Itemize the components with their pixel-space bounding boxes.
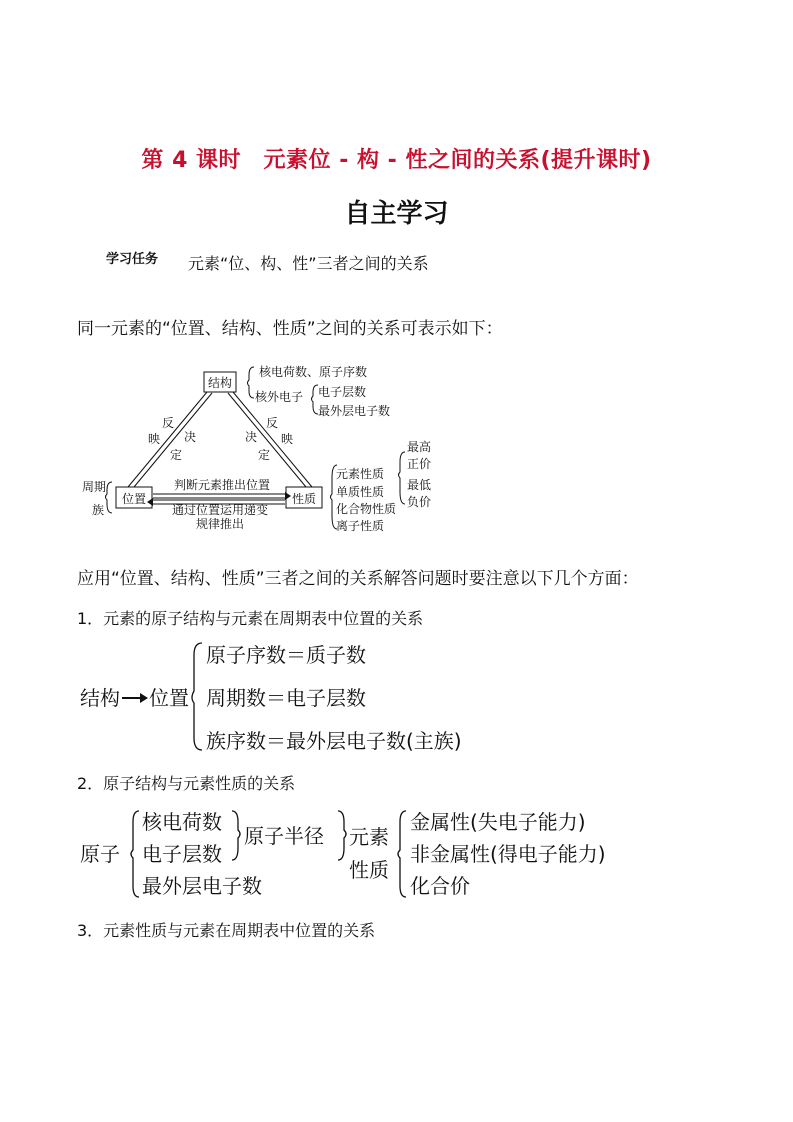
section2-heading: 2．原子结构与元素性质的关系	[77, 774, 296, 793]
left-label-1: 反	[161, 416, 175, 430]
task-label: 学习任务	[106, 252, 159, 267]
pos-side-group: 族	[92, 503, 105, 517]
s2-last: 最外层电子数	[142, 874, 262, 898]
s2-group-2: 电子层数	[142, 842, 222, 866]
struct-item-2: 核外电子	[255, 390, 304, 404]
right-label-4: 映	[280, 432, 294, 446]
valence-3: 最低	[407, 478, 432, 492]
prop-label: 性质	[291, 492, 317, 506]
right-label-1: 决	[244, 430, 258, 444]
s2-root: 原子	[80, 842, 120, 866]
left-label-2: 映	[147, 432, 161, 446]
left-label-4: 定	[169, 448, 183, 462]
bottom-text-top: 判断元素推出位置	[173, 478, 271, 492]
valence-1: 最高	[407, 440, 432, 454]
atom-property-diagram	[0, 800, 793, 905]
prop-item-2: 单质性质	[336, 485, 385, 499]
s2-prop-1: 元素	[349, 825, 389, 849]
relation-diagram	[0, 355, 793, 540]
s2-item-3: 化合价	[410, 874, 470, 898]
s2-item-2: 非金属性(得电子能力)	[410, 842, 606, 866]
struct-label: 结构	[207, 376, 233, 390]
s2-group-1: 核电荷数	[142, 810, 222, 834]
section3-heading: 3．元素性质与元素在周期表中位置的关系	[77, 921, 376, 940]
s1-item-1: 原子序数＝质子数	[206, 643, 366, 667]
bottom-text-2: 规律推出	[195, 517, 245, 531]
bottom-text-1: 通过位置运用递变	[171, 503, 269, 517]
page-title: 第 4 课时 元素位 - 构 - 性之间的关系(提升课时)	[141, 148, 652, 173]
section-title: 自主学习	[344, 199, 449, 229]
s1-right: 位置	[149, 686, 189, 710]
s1-item-3: 族序数＝最外层电子数(主族)	[206, 729, 462, 753]
prop-item-1: 元素性质	[336, 467, 385, 481]
right-label-2: 定	[257, 448, 271, 462]
valence-4: 负价	[407, 495, 432, 509]
s1-item-2: 周期数＝电子层数	[206, 686, 366, 710]
s1-left: 结构	[80, 686, 120, 710]
intro-paragraph: 同一元素的“位置、结构、性质”之间的关系可表示如下：	[77, 319, 503, 339]
s2-prop-2: 性质	[349, 858, 389, 882]
left-label-3: 决	[183, 430, 197, 444]
section1-heading: 1．元素的原子结构与元素在周期表中位置的关系	[77, 609, 424, 628]
s2-item-1: 金属性(失电子能力)	[410, 810, 586, 834]
pos-side-period: 周期	[82, 480, 107, 494]
apply-paragraph: 应用“位置、结构、性质”三者之间的关系解答问题时要注意以下几个方面：	[77, 569, 639, 589]
task-text: 元素“位、构、性”三者之间的关系	[188, 254, 429, 273]
struct-item-1: 核电荷数、原子序数	[259, 365, 368, 379]
pos-label: 位置	[121, 492, 147, 506]
s2-middle: 原子半径	[244, 824, 324, 848]
structure-position-diagram	[0, 635, 793, 755]
valence-2: 正价	[407, 457, 432, 471]
electron-item-2: 最外层电子数	[318, 404, 391, 418]
prop-item-4: 离子性质	[336, 519, 385, 533]
prop-item-3: 化合物性质	[336, 502, 397, 516]
electron-item-1: 电子层数	[318, 385, 367, 399]
right-label-3: 反	[265, 416, 279, 430]
